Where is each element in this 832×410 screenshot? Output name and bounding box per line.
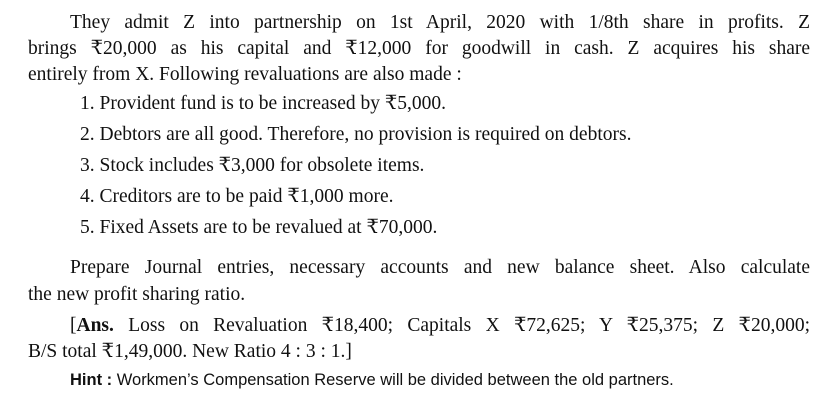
intro-line-2: brings ₹20,000 as his capital and ₹12,000 for goodwill in cash. Z acquires his share [28, 38, 810, 59]
instruction-line-1: Prepare Journal entries, necessary accounts and new balance sheet. Also calculate [70, 257, 810, 278]
revaluation-item-3: 3. Stock includes ₹3,000 for obsolete items. [80, 155, 425, 176]
answer-label: Ans. [76, 315, 114, 336]
answer-open-bracket: [ [70, 315, 77, 336]
intro-line-1: They admit Z into partnership on 1st April, 2020 with 1/8th share in profits. Z [70, 12, 810, 33]
hint-label: Hint : [70, 371, 113, 389]
revaluation-item-2: 2. Debtors are all good. Therefore, no provision is required on debtors. [80, 124, 632, 145]
hint-line [70, 368, 674, 392]
answer-line-1 [70, 314, 810, 338]
instruction-line-2: the new profit sharing ratio. [28, 284, 246, 305]
hint-text: Workmen’s Compensation Reserve will be divided between the old partners. [112, 371, 674, 389]
revaluation-item-4: 4. Creditors are to be paid ₹1,000 more. [80, 186, 394, 207]
answer-text: Loss on Revaluation ₹18,400; Capitals X ₹72,625; Y ₹25,375; Z ₹20,000; [113, 315, 810, 336]
answer-line-2: B/S total ₹1,49,000. New Ratio 4 : 3 : 1.] [28, 341, 352, 362]
revaluation-item-5: 5. Fixed Assets are to be revalued at ₹70,000. [80, 217, 438, 238]
revaluation-item-1: 1. Provident fund is to be increased by ₹5,000. [80, 93, 447, 114]
intro-line-3: entirely from X. Following revaluations are also made : [28, 64, 462, 85]
